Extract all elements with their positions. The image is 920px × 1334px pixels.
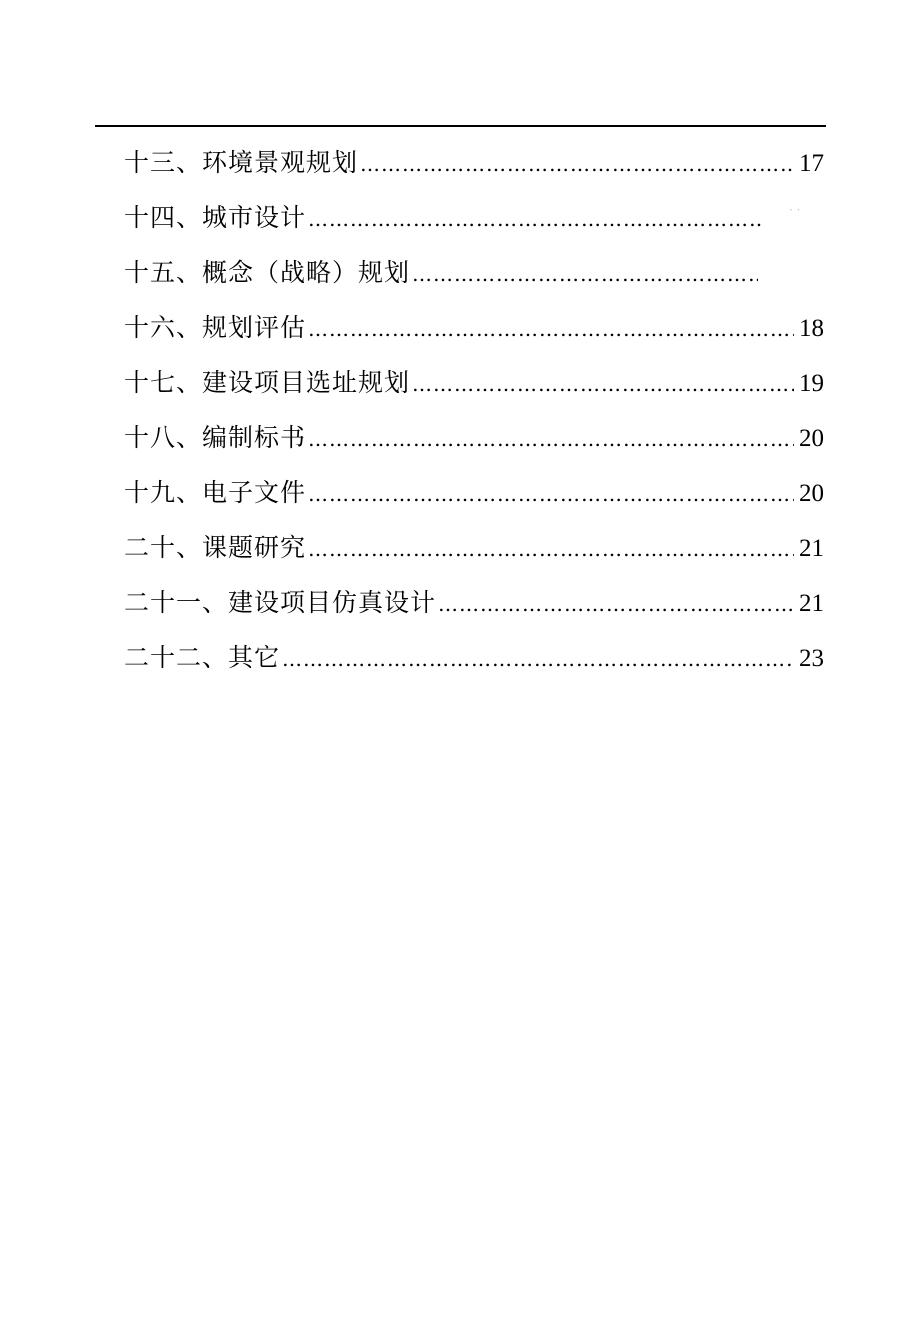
toc-entry-page: 18 — [799, 315, 824, 342]
toc-dot-leader — [438, 582, 794, 627]
toc-entry-page: 21 — [799, 535, 824, 562]
toc-entry[interactable] — [124, 470, 824, 525]
toc-entry-title: 十五、概念（战略）规划 — [124, 258, 411, 287]
toc-entry[interactable] — [124, 305, 824, 360]
toc-entry-title: 十四、城市设计 — [124, 203, 307, 232]
toc-entry-page: 19 — [799, 370, 824, 397]
toc-entry[interactable] — [124, 415, 824, 470]
toc-dot-leader — [282, 637, 794, 682]
toc-entry-page: 20 — [799, 480, 824, 507]
toc-entry-title: 十九、电子文件 — [124, 478, 307, 507]
toc-entry-title: 十八、编制标书 — [124, 423, 307, 452]
toc-dot-leader — [308, 197, 763, 242]
toc-entry[interactable] — [124, 250, 824, 305]
toc-entry-title: 十七、建设项目选址规划 — [124, 368, 411, 397]
faint-page-mark: · · — [789, 203, 801, 217]
toc-dot-leader — [308, 307, 794, 352]
toc-entry-page: 20 — [799, 425, 824, 452]
toc-entry[interactable] — [124, 360, 824, 415]
toc-dot-leader — [308, 527, 794, 572]
toc-entry[interactable] — [124, 525, 824, 580]
toc-entry[interactable] — [124, 195, 824, 250]
toc-dot-leader — [360, 142, 794, 187]
header-rule — [95, 125, 826, 127]
toc-entry-page: 17 — [799, 150, 824, 177]
toc-entry[interactable] — [124, 140, 824, 195]
toc-entry[interactable] — [124, 580, 824, 635]
toc-entry[interactable] — [124, 635, 824, 690]
toc-dot-leader — [412, 362, 794, 407]
toc-entry-page: 21 — [799, 590, 824, 617]
toc-dot-leader — [412, 252, 758, 297]
toc-dot-leader — [308, 472, 794, 517]
toc-dot-leader — [308, 417, 794, 462]
table-of-contents — [124, 140, 824, 690]
toc-entry-title: 十六、规划评估 — [124, 313, 307, 342]
toc-entry-title: 十三、环境景观规划 — [124, 148, 359, 177]
toc-entry-title: 二十二、其它 — [124, 643, 281, 672]
toc-entry-title: 二十、课题研究 — [124, 533, 307, 562]
toc-entry-title: 二十一、建设项目仿真设计 — [124, 588, 437, 617]
toc-entry-page: 23 — [799, 645, 824, 672]
